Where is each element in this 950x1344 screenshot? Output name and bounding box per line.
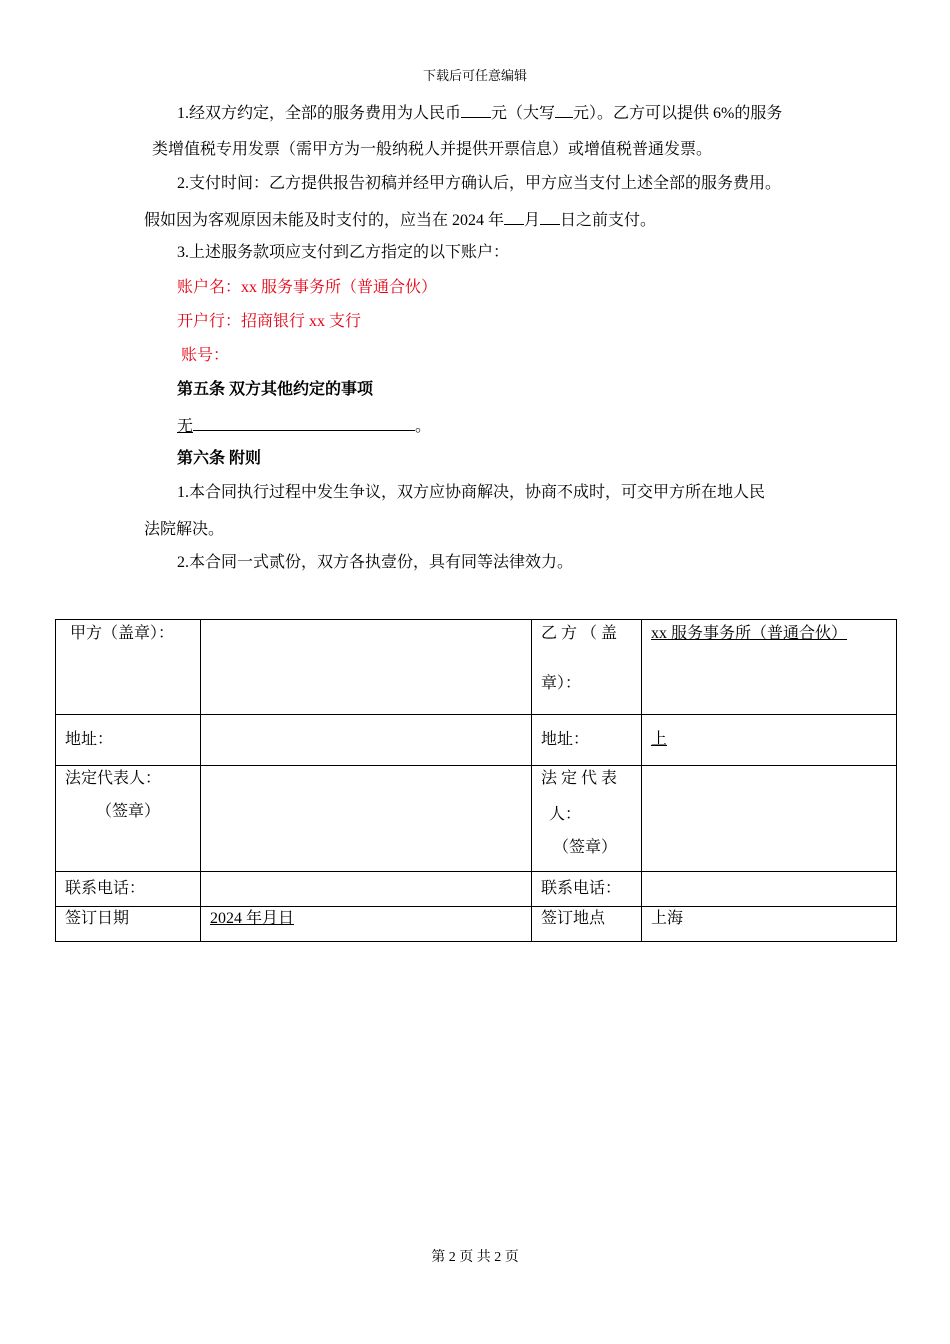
address-b-value: 上 [651,731,668,748]
p1-text-a: 1.经双方约定，全部的服务费用为人民币 [177,105,462,122]
payment-amount-paragraph [177,101,782,125]
party-b-seal-label-line1: 乙 方 （ 盖 [541,625,618,642]
phone-a-label: 联系电话： [56,872,201,907]
rep-a-sign: （签章） [96,803,161,820]
party-b-seal-label-line2: 章）： [541,675,582,692]
signature-table [55,619,897,942]
address-b-label: 地址： [532,715,642,766]
representative-row [56,766,897,872]
article-6-title: 第六条 附则 [177,450,262,467]
payment-deadline-line [144,208,656,232]
amount-words-blank [555,101,573,118]
account-intro: 3.上述服务款项应支付到乙方指定的以下账户： [177,244,510,261]
rep-a-label: 法定代表人： [65,770,162,787]
article-5-content [177,413,431,438]
address-a-cell [201,715,532,766]
article-6-p2: 2.本合同一式贰份，双方各执壹份，具有同等法律效力。 [177,554,574,571]
article-5-blank [193,413,415,431]
date-cell [201,907,532,942]
page-footer: 第 2 页 共 2 页 [431,1250,519,1265]
article-5-value: 无 [177,418,194,435]
party-b-name-cell [642,620,897,715]
rep-a-label-cell [56,766,201,872]
party-a-seal-label: 甲方（盖章）： [56,620,201,715]
place-label: 签订地点 [532,907,642,942]
article-5-period: 。 [415,418,432,435]
article-6-p1-line2: 法院解决。 [144,521,225,538]
rep-b-label-line1: 法 定 代 表 [541,770,618,787]
rep-b-label-line2: 人： [549,806,582,823]
address-a-label: 地址： [56,715,201,766]
account-name: 账户名：xx 服务事务所（普通合伙） [177,279,438,296]
phone-row [56,872,897,907]
deadline-text-c: 日之前支付。 [560,212,657,229]
seal-row [56,620,897,715]
rep-b-label-cell [532,766,642,872]
deadline-month: 月 [524,212,541,229]
day-blank [540,208,560,225]
date-place-row [56,907,897,942]
page-header: 下载后可任意编辑 [422,68,527,83]
deadline-text-a: 假如因为客观原因未能及时支付的，应当在 2024 年 [144,212,505,229]
party-a-seal-cell [201,620,532,715]
date-value: 2024 年月日 [210,910,295,927]
invoice-line: 类增值税专用发票（需甲方为一般纳税人并提供开票信息）或增值税普通发票。 [152,141,713,158]
party-b-name: xx 服务事务所（普通合伙） [651,625,848,642]
rep-b-cell [642,766,897,872]
date-label: 签订日期 [56,907,201,942]
party-b-seal-label [532,620,642,715]
article-5-title: 第五条 双方其他约定的事项 [177,381,374,398]
place-value: 上海 [642,907,897,942]
p1-text-b: 元（大写 [491,105,556,122]
phone-b-label: 联系电话： [532,872,642,907]
phone-a-cell [201,872,532,907]
rep-b-sign: （签章） [553,839,618,856]
address-b-cell [642,715,897,766]
p1-text-c: 元）。乙方可以提供 6%的服务 [573,105,783,122]
account-number: 账号： [181,347,230,364]
address-row [56,715,897,766]
amount-blank [461,101,491,118]
article-6-p1-line1: 1.本合同执行过程中发生争议，双方应协商解决，协商不成时，可交甲方所在地人民 [177,484,766,501]
rep-a-cell [201,766,532,872]
bank-name: 开户行：招商银行 xx 支行 [177,313,362,330]
phone-b-cell [642,872,897,907]
payment-time-line1: 2.支付时间：乙方提供报告初稿并经甲方确认后，甲方应当支付上述全部的服务费用。 [177,175,782,192]
month-blank [504,208,524,225]
